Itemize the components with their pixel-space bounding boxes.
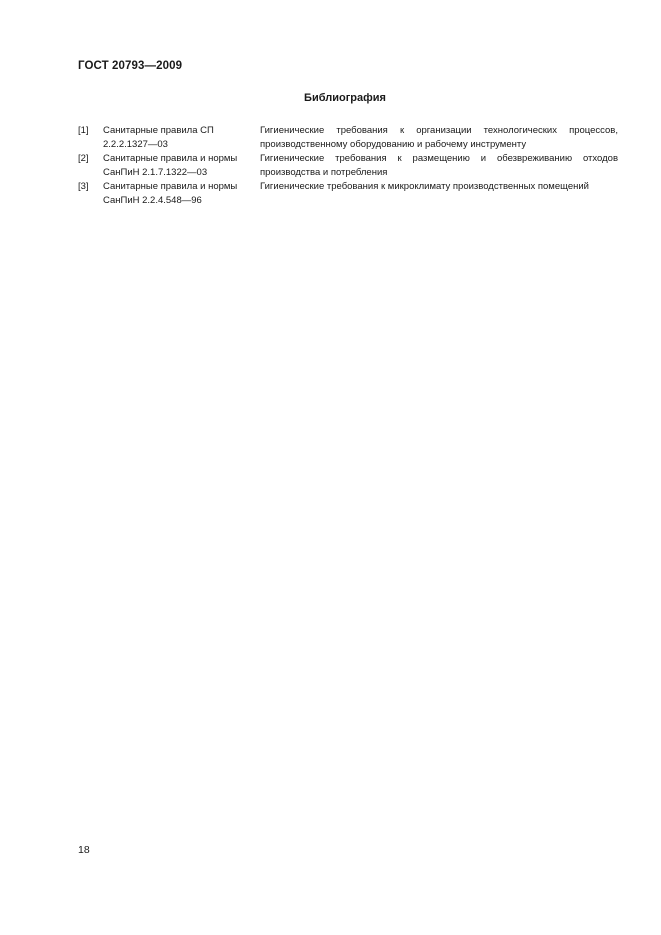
bibliography-entry-description: Гигиенические требования к размещению и обезвреживанию отходов производства и потребления (260, 153, 618, 178)
bibliography-entry-number: [3] (78, 181, 89, 192)
bibliography-entry-description: Гигиенические требования к организации технологических процессов, производственному оборудованию и рабочему инструменту (260, 125, 618, 150)
bibliography-entry-source: Санитарные правила и нормы СанПиН 2.1.7.1322—03 (103, 153, 238, 178)
bibliography-entry (78, 180, 618, 206)
bibliography-entry-source: Санитарные правила СП 2.2.2.1327—03 (103, 125, 214, 150)
bibliography-entry (78, 124, 618, 151)
bibliography-entry-description: Гигиенические требования к микроклимату производственных помещений (260, 181, 589, 192)
document-header: ГОСТ 20793—2009 (78, 60, 183, 72)
bibliography-entry-number: [2] (78, 153, 89, 164)
bibliography-entry (78, 152, 618, 179)
section-title: Библиография (304, 92, 386, 104)
page-number: 18 (78, 844, 90, 856)
bibliography-entry-source: Санитарные правила и нормы СанПиН 2.2.4.548—96 (103, 181, 238, 206)
bibliography-entry-number: [1] (78, 125, 89, 136)
bibliography-list (78, 124, 618, 206)
